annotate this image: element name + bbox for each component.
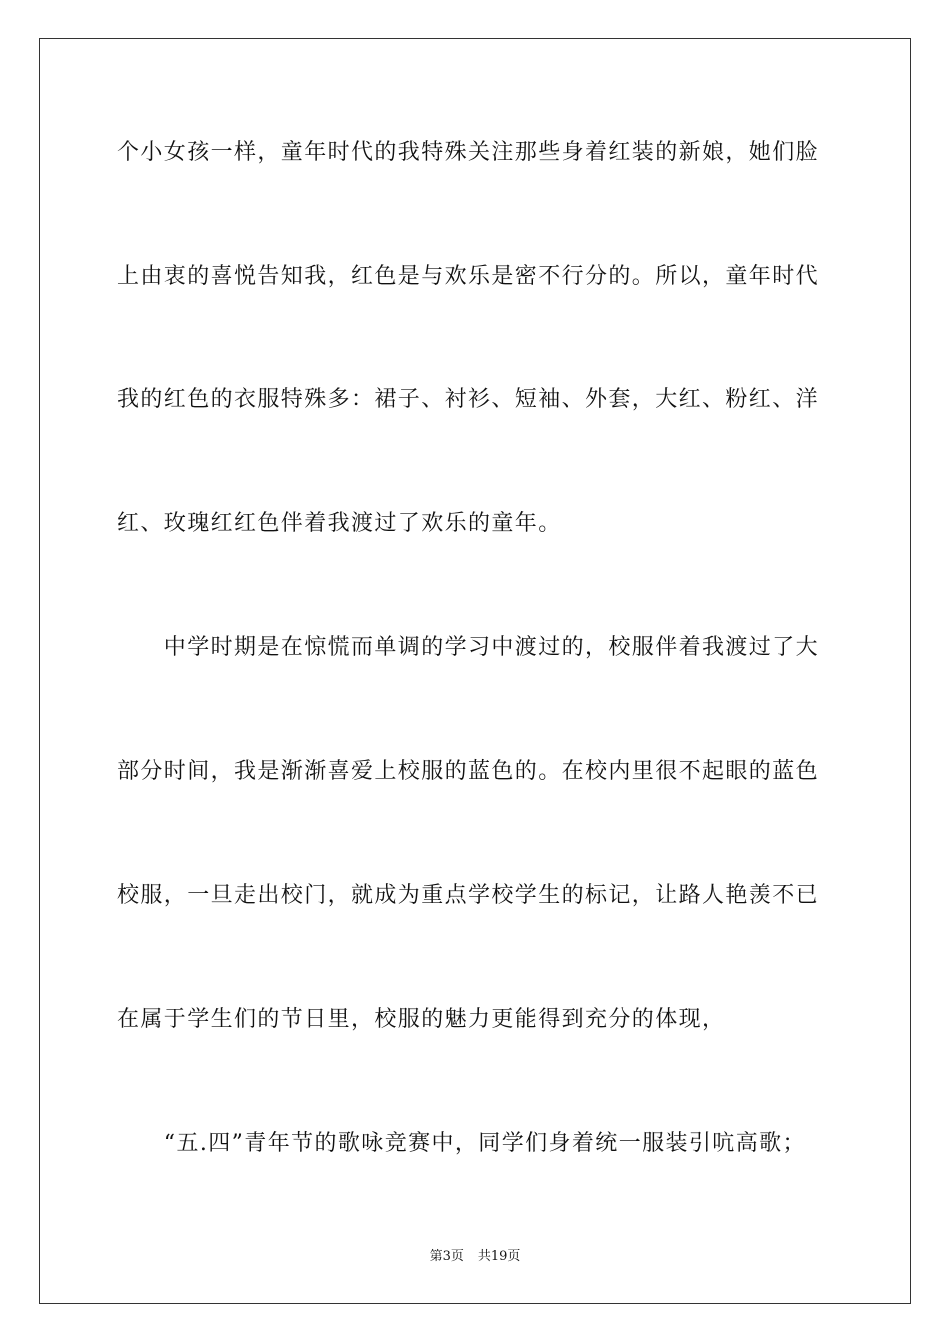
- text-line: 在属于学生们的节日里，校服的魅力更能得到充分的体现，: [117, 1007, 726, 1032]
- total-pages: 共19页: [477, 1249, 521, 1264]
- text-line: 上由衷的喜悦告知我，红色是与欢乐是密不行分的。所以，童年时代: [117, 264, 820, 289]
- page-border: [39, 38, 911, 1304]
- text-line: 校服，一旦走出校门，就成为重点学校学生的标记，让路人艳羡不已: [117, 883, 820, 908]
- page-footer: [0, 1248, 950, 1266]
- text-line: 部分时间，我是渐渐喜爱上校服的蓝色的。在校内里很不起眼的蓝色: [117, 759, 820, 784]
- page-number: 第3页: [429, 1249, 464, 1264]
- text-line: 个小女孩一样，童年时代的我特殊关注那些身着红装的新娘，她们脸: [117, 140, 820, 165]
- text-line: 红、玫瑰红红色伴着我渡过了欢乐的童年。: [117, 511, 562, 536]
- text-line: 我的红色的衣服特殊多：裙子、衬衫、短袖、外套，大红、粉红、洋: [117, 387, 820, 412]
- paragraph-line: “五.四”青年节的歌咏竞赛中，同学们身着统一服装引吭高歌；: [117, 1131, 806, 1156]
- paragraph-line: 中学时期是在惊慌而单调的学习中渡过的，校服伴着我渡过了大: [117, 635, 820, 660]
